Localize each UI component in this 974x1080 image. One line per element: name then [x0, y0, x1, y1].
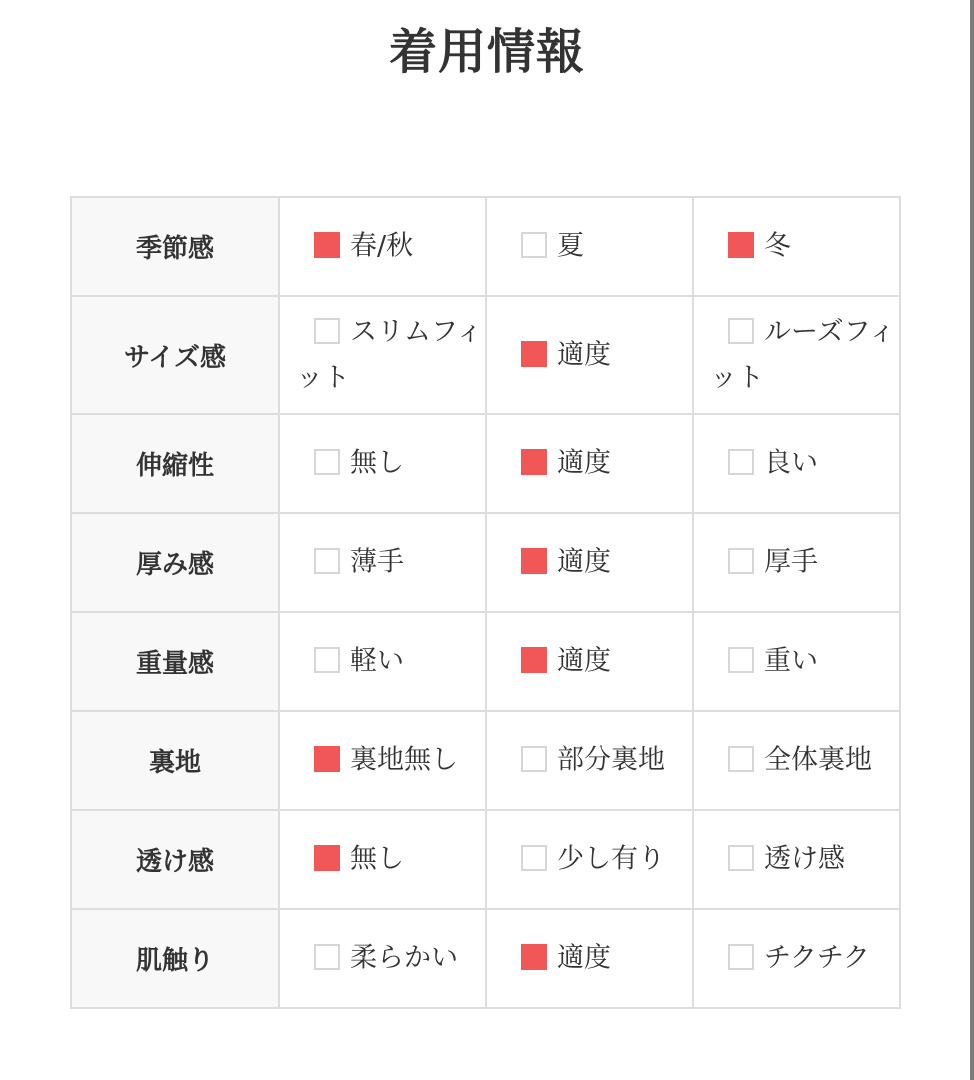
option-label: 重い: [764, 645, 818, 677]
option-cell[interactable]: [693, 414, 900, 513]
option-label: 春/秋: [350, 230, 414, 262]
option-label: 透け感: [764, 843, 845, 875]
option-cell[interactable]: [486, 513, 693, 612]
checkbox[interactable]: [314, 647, 340, 673]
option-cell[interactable]: [279, 612, 486, 711]
page-title: 着用情報: [388, 24, 585, 80]
option-cell[interactable]: [693, 711, 900, 810]
checkbox[interactable]: [728, 449, 754, 475]
checkbox[interactable]: [314, 548, 340, 574]
option-label: 全体裏地: [764, 744, 872, 776]
option-label: スリムフィット: [296, 316, 483, 394]
option-cell[interactable]: [693, 909, 900, 1008]
option-label: 適度: [557, 942, 611, 974]
option-cell[interactable]: [279, 909, 486, 1008]
checkbox[interactable]: [314, 449, 340, 475]
checkbox[interactable]: [521, 845, 547, 871]
option-label: 良い: [764, 447, 818, 479]
option-cell[interactable]: [693, 197, 900, 296]
checkbox[interactable]: [728, 845, 754, 871]
checkbox[interactable]: [314, 318, 340, 344]
wear-info-table: [70, 196, 901, 1009]
window-edge: [970, 0, 974, 1080]
checkbox[interactable]: [728, 232, 754, 258]
option-cell[interactable]: [279, 810, 486, 909]
option-label: 無し: [350, 447, 404, 479]
checkbox[interactable]: [314, 845, 340, 871]
row-season: [71, 197, 900, 296]
option-label: 部分裏地: [557, 744, 665, 776]
option-label: 薄手: [350, 546, 404, 578]
row-label: 裏地: [71, 711, 279, 810]
row-stretch: [71, 414, 900, 513]
checkbox[interactable]: [521, 548, 547, 574]
row-label: サイズ感: [71, 296, 279, 414]
option-label: ルーズフィット: [710, 316, 896, 394]
row-size: [71, 296, 900, 414]
checkbox[interactable]: [521, 232, 547, 258]
row-label: 重量感: [71, 612, 279, 711]
checkbox[interactable]: [521, 647, 547, 673]
row-thickness: [71, 513, 900, 612]
checkbox[interactable]: [314, 746, 340, 772]
checkbox[interactable]: [728, 647, 754, 673]
option-label: チクチク: [764, 942, 870, 974]
option-label: 適度: [557, 645, 611, 677]
option-cell[interactable]: [693, 513, 900, 612]
option-label: 冬: [764, 230, 791, 262]
row-texture: [71, 909, 900, 1008]
checkbox[interactable]: [521, 746, 547, 772]
row-label: 肌触り: [71, 909, 279, 1008]
option-label: 柔らかい: [350, 942, 458, 974]
row-label: 季節感: [71, 197, 279, 296]
row-label: 透け感: [71, 810, 279, 909]
row-label: 厚み感: [71, 513, 279, 612]
option-label: 軽い: [350, 645, 404, 677]
option-cell[interactable]: [486, 197, 693, 296]
row-label: 伸縮性: [71, 414, 279, 513]
checkbox[interactable]: [521, 449, 547, 475]
checkbox[interactable]: [314, 944, 340, 970]
checkbox[interactable]: [314, 232, 340, 258]
option-cell[interactable]: [486, 296, 693, 414]
option-label: 適度: [557, 546, 611, 578]
option-cell[interactable]: [486, 711, 693, 810]
row-lining: [71, 711, 900, 810]
option-cell[interactable]: [279, 197, 486, 296]
option-label: 裏地無し: [350, 744, 458, 776]
row-weight: [71, 612, 900, 711]
option-label: 適度: [557, 339, 611, 371]
checkbox[interactable]: [728, 548, 754, 574]
checkbox[interactable]: [521, 944, 547, 970]
option-label: 適度: [557, 447, 611, 479]
option-cell[interactable]: [693, 612, 900, 711]
option-cell[interactable]: [486, 810, 693, 909]
checkbox[interactable]: [728, 318, 754, 344]
checkbox[interactable]: [521, 341, 547, 367]
checkbox[interactable]: [728, 944, 754, 970]
option-cell[interactable]: [486, 414, 693, 513]
option-cell[interactable]: [486, 612, 693, 711]
option-cell[interactable]: [693, 810, 900, 909]
option-cell[interactable]: [279, 513, 486, 612]
option-label: 無し: [350, 843, 404, 875]
option-label: 厚手: [764, 546, 818, 578]
option-cell[interactable]: [486, 909, 693, 1008]
option-cell[interactable]: [279, 711, 486, 810]
option-cell[interactable]: [279, 414, 486, 513]
option-cell[interactable]: [693, 296, 900, 414]
option-label: 少し有り: [557, 843, 665, 875]
option-label: 夏: [557, 230, 584, 262]
checkbox[interactable]: [728, 746, 754, 772]
row-sheerness: [71, 810, 900, 909]
option-cell[interactable]: [279, 296, 486, 414]
